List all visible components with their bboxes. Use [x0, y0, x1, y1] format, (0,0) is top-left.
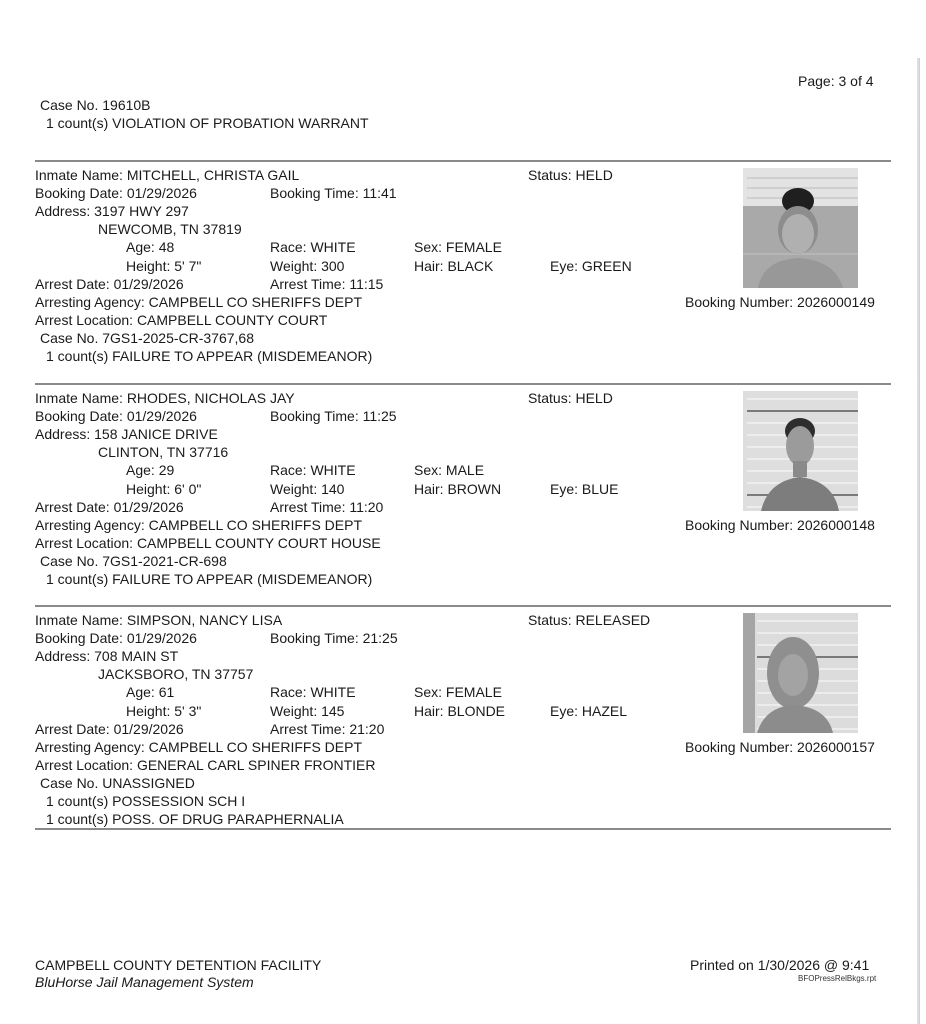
race: Race: WHITE — [270, 239, 356, 255]
arrest-location: Arrest Location: GENERAL CARL SPINER FRONTIER — [35, 757, 376, 773]
address-line-1: Address: 158 JANICE DRIVE — [35, 426, 218, 442]
address-line-1: Address: 3197 HWY 297 — [35, 203, 189, 219]
age: Age: 48 — [126, 239, 175, 255]
report-filename: BFOPressRelBkgs.rpt — [798, 974, 877, 983]
facility-name: CAMPBELL COUNTY DETENTION FACILITY — [35, 957, 322, 973]
weight: Weight: 140 — [270, 481, 345, 497]
record-divider — [35, 605, 891, 607]
charge-line: 1 count(s) POSSESSION SCH I — [46, 793, 246, 809]
weight: Weight: 300 — [270, 258, 345, 274]
mugshot-image — [743, 613, 858, 733]
address-line-1: Address: 708 MAIN ST — [35, 648, 179, 664]
previous-case-number: Case No. 19610B — [40, 97, 151, 113]
arresting-agency: Arresting Agency: CAMPBELL CO SHERIFFS DEPT — [35, 294, 363, 310]
address-line-2: NEWCOMB, TN 37819 — [98, 221, 242, 237]
case-number: Case No. 7GS1-2025-CR-3767,68 — [40, 330, 255, 346]
booking-number: Booking Number: 2026000157 — [685, 739, 875, 755]
booking-time: Booking Time: 11:25 — [270, 408, 397, 424]
race: Race: WHITE — [270, 462, 356, 478]
race: Race: WHITE — [270, 684, 356, 700]
address-line-2: JACKSBORO, TN 37757 — [98, 666, 254, 682]
mugshot-image — [743, 391, 858, 511]
sex: Sex: MALE — [414, 462, 485, 478]
inmate-record — [0, 605, 926, 827]
mugshot-image — [743, 168, 858, 288]
address-line-2: CLINTON, TN 37716 — [98, 444, 229, 460]
inmate-name: Inmate Name: RHODES, NICHOLAS JAY — [35, 390, 295, 406]
charge-line: 1 count(s) FAILURE TO APPEAR (MISDEMEANOR) — [46, 571, 373, 587]
case-number: Case No. UNASSIGNED — [40, 775, 195, 791]
status: Status: HELD — [528, 390, 613, 406]
arrest-location: Arrest Location: CAMPBELL COUNTY COURT HOUSE — [35, 535, 381, 551]
eye: Eye: BLUE — [550, 481, 619, 497]
hair: Hair: BLACK — [414, 258, 494, 274]
arrest-date: Arrest Date: 01/29/2026 — [35, 721, 184, 737]
height: Height: 6' 0" — [126, 481, 202, 497]
charge-line: 1 count(s) POSS. OF DRUG PARAPHERNALIA — [46, 811, 344, 827]
sex: Sex: FEMALE — [414, 684, 502, 700]
booking-photo — [743, 613, 858, 733]
booking-date: Booking Date: 01/29/2026 — [35, 185, 197, 201]
height: Height: 5' 3" — [126, 703, 202, 719]
eye: Eye: GREEN — [550, 258, 632, 274]
arrest-date: Arrest Date: 01/29/2026 — [35, 499, 184, 515]
inmate-name: Inmate Name: MITCHELL, CHRISTA GAIL — [35, 167, 300, 183]
previous-charge: 1 count(s) VIOLATION OF PROBATION WARRANT — [46, 115, 369, 131]
arresting-agency: Arresting Agency: CAMPBELL CO SHERIFFS DEPT — [35, 739, 363, 755]
case-number: Case No. 7GS1-2021-CR-698 — [40, 553, 227, 569]
booking-date: Booking Date: 01/29/2026 — [35, 408, 197, 424]
inmate-record — [0, 383, 926, 605]
booking-time: Booking Time: 11:41 — [270, 185, 397, 201]
age: Age: 61 — [126, 684, 175, 700]
hair: Hair: BLONDE — [414, 703, 506, 719]
arrest-date: Arrest Date: 01/29/2026 — [35, 276, 184, 292]
inmate-name: Inmate Name: SIMPSON, NANCY LISA — [35, 612, 283, 628]
arrest-location: Arrest Location: CAMPBELL COUNTY COURT — [35, 312, 328, 328]
booking-number: Booking Number: 2026000148 — [685, 517, 875, 533]
record-divider — [35, 160, 891, 162]
arrest-time: Arrest Time: 11:20 — [270, 499, 384, 515]
system-name: BluHorse Jail Management System — [35, 974, 254, 990]
booking-photo — [743, 168, 858, 288]
booking-number: Booking Number: 2026000149 — [685, 294, 875, 310]
eye: Eye: HAZEL — [550, 703, 628, 719]
age: Age: 29 — [126, 462, 175, 478]
record-divider — [35, 383, 891, 385]
printed-timestamp: Printed on 1/30/2026 @ 9:41 — [690, 957, 870, 973]
page-number: Page: 3 of 4 — [798, 73, 874, 89]
arrest-time: Arrest Time: 21:20 — [270, 721, 385, 737]
records-end-divider — [35, 828, 891, 830]
hair: Hair: BROWN — [414, 481, 502, 497]
booking-time: Booking Time: 21:25 — [270, 630, 398, 646]
sex: Sex: FEMALE — [414, 239, 502, 255]
weight: Weight: 145 — [270, 703, 345, 719]
arresting-agency: Arresting Agency: CAMPBELL CO SHERIFFS DEPT — [35, 517, 363, 533]
booking-photo — [743, 391, 858, 511]
booking-date: Booking Date: 01/29/2026 — [35, 630, 197, 646]
status: Status: RELEASED — [528, 612, 651, 628]
inmate-record — [0, 160, 926, 382]
charge-line: 1 count(s) FAILURE TO APPEAR (MISDEMEANOR) — [46, 348, 373, 364]
status: Status: HELD — [528, 167, 613, 183]
arrest-time: Arrest Time: 11:15 — [270, 276, 384, 292]
height: Height: 5' 7" — [126, 258, 202, 274]
